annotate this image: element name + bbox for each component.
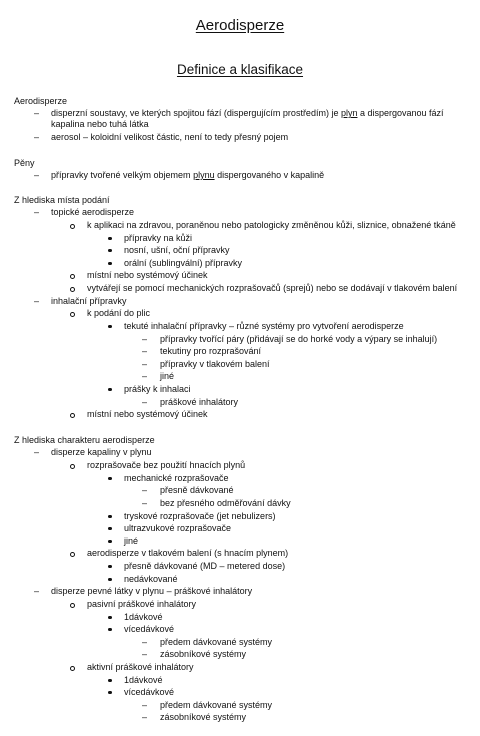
outline-item: k aplikaci na zdravou, poraněnou nebo patologicky změněnou kůži, sliznice, obnažené tkáně: [87, 220, 456, 230]
outline-heading: Z hlediska charakteru aerodisperze: [14, 435, 155, 445]
outline-item: místní nebo systémový účinek: [87, 409, 208, 419]
outline-item: pasivní práškové inhalátory: [87, 599, 197, 609]
outline-item: vytvářejí se pomocí mechanických rozprašovačů (sprejů) nebo se dodávají v tlakovém balení: [87, 283, 458, 293]
outline-item: jiné: [160, 371, 175, 381]
bullet-icon: [108, 527, 112, 531]
outline-item: přípravky na kůži: [124, 233, 193, 243]
outline-item: přesně dávkované (MD – metered dose): [124, 561, 286, 571]
bullet-icon: [108, 237, 112, 241]
dash-marker: –: [34, 207, 40, 217]
bullet-icon: [108, 679, 112, 683]
bullet-icon: [108, 249, 112, 253]
bullet-icon: [108, 565, 112, 569]
outline-heading: Pěny: [14, 158, 35, 168]
outline-item: prášky k inhalaci: [124, 384, 191, 394]
outline-item: nedávkované: [124, 574, 178, 584]
outline-item: disperzní soustavy, ve kterých spojitou fází (dispergujícím prostředím) je plyn a dispergovanou fází: [51, 108, 444, 118]
outline-item: mechanické rozprašovače: [124, 473, 229, 483]
outline-item: k podání do plic: [87, 308, 151, 318]
bullet-icon: [108, 691, 112, 695]
bullet-icon: [108, 388, 112, 392]
outline-item: aerodisperze v tlakovém balení (s hnacím plynem): [87, 548, 289, 558]
dash-marker: –: [142, 700, 148, 710]
outline-item: práškové inhalátory: [160, 397, 239, 407]
dash-marker: –: [142, 485, 148, 495]
dash-marker: –: [142, 498, 148, 508]
outline-item: předem dávkované systémy: [160, 700, 273, 710]
dash-marker: –: [142, 637, 148, 647]
outline-item: ultrazvukové rozprašovače: [124, 523, 232, 533]
outline-item: předem dávkované systémy: [160, 637, 273, 647]
outline-item: rozprašovače bez použití hnacích plynů: [87, 460, 246, 470]
bullet-icon: [108, 262, 112, 266]
outline-item: zásobníkové systémy: [160, 649, 247, 659]
dash-marker: –: [142, 712, 148, 722]
outline-item: kapalina nebo tuhá látka: [51, 119, 149, 129]
dash-marker: –: [34, 296, 40, 306]
dash-marker: –: [142, 397, 148, 407]
outline-item: aerosol – koloidní velikost částic, není to tedy přesný pojem: [51, 132, 289, 142]
outline-item: přesně dávkované: [160, 485, 234, 495]
circle-bullet-icon: [70, 666, 75, 671]
outline-item: místní nebo systémový účinek: [87, 270, 208, 280]
circle-bullet-icon: [70, 464, 75, 469]
dash-marker: –: [142, 359, 148, 369]
circle-bullet-icon: [70, 312, 75, 317]
outline-item: 1dávkové: [124, 675, 163, 685]
outline-heading: Aerodisperze: [14, 96, 68, 106]
circle-bullet-icon: [70, 603, 75, 608]
outline-item: vícedávkové: [124, 624, 175, 634]
outline-item: přípravky tvořené velkým objemem plynu dispergovaného v kapalině: [51, 170, 325, 180]
outline-item: jiné: [124, 536, 139, 546]
outline-item: tryskové rozprašovače (jet nebulizers): [124, 511, 276, 521]
outline-item: tekutiny pro rozprašování: [160, 346, 262, 356]
outline-item: přípravky v tlakovém balení: [160, 359, 270, 369]
outline-item: vícedávkové: [124, 687, 175, 697]
dash-marker: –: [34, 108, 40, 118]
outline-item: zásobníkové systémy: [160, 712, 247, 722]
circle-bullet-icon: [70, 224, 75, 229]
outline-item: nosní, ušní, oční přípravky: [124, 245, 230, 255]
dash-marker: –: [142, 334, 148, 344]
outline-item: disperze pevné látky v plynu – práškové inhalátory: [51, 586, 253, 596]
bullet-icon: [108, 325, 112, 329]
dash-marker: –: [34, 170, 40, 180]
dash-marker: –: [34, 447, 40, 457]
bullet-icon: [108, 616, 112, 620]
page-title: Aerodisperze: [195, 17, 285, 34]
outline-heading: Z hlediska místa podání: [14, 195, 110, 205]
bullet-icon: [108, 540, 112, 544]
dash-marker: –: [142, 346, 148, 356]
dash-marker: –: [142, 649, 148, 659]
circle-bullet-icon: [70, 413, 75, 418]
bullet-icon: [108, 578, 112, 582]
outline-item: aktivní práškové inhalátory: [87, 662, 194, 672]
bullet-icon: [108, 515, 112, 519]
outline-item: topické aerodisperze: [51, 207, 135, 217]
outline-item: přípravky tvořící páry (přidávají se do horké vody a výpary se inhalují): [160, 334, 438, 344]
section-heading: Definice a klasifikace: [176, 62, 304, 77]
circle-bullet-icon: [70, 287, 75, 292]
bullet-icon: [108, 628, 112, 632]
outline-item: bez přesného odměřování dávky: [160, 498, 291, 508]
dash-marker: –: [142, 371, 148, 381]
circle-bullet-icon: [70, 274, 75, 279]
bullet-icon: [108, 477, 112, 481]
outline-item: disperze kapaliny v plynu: [51, 447, 152, 457]
outline-item: orální (sublingvální) přípravky: [124, 258, 243, 268]
dash-marker: –: [34, 586, 40, 596]
dash-marker: –: [34, 132, 40, 142]
outline-item: 1dávkové: [124, 612, 163, 622]
outline-item: inhalační přípravky: [51, 296, 127, 306]
outline-item: tekuté inhalační přípravky – různé systémy pro vytvoření aerodisperze: [124, 321, 404, 331]
circle-bullet-icon: [70, 552, 75, 557]
